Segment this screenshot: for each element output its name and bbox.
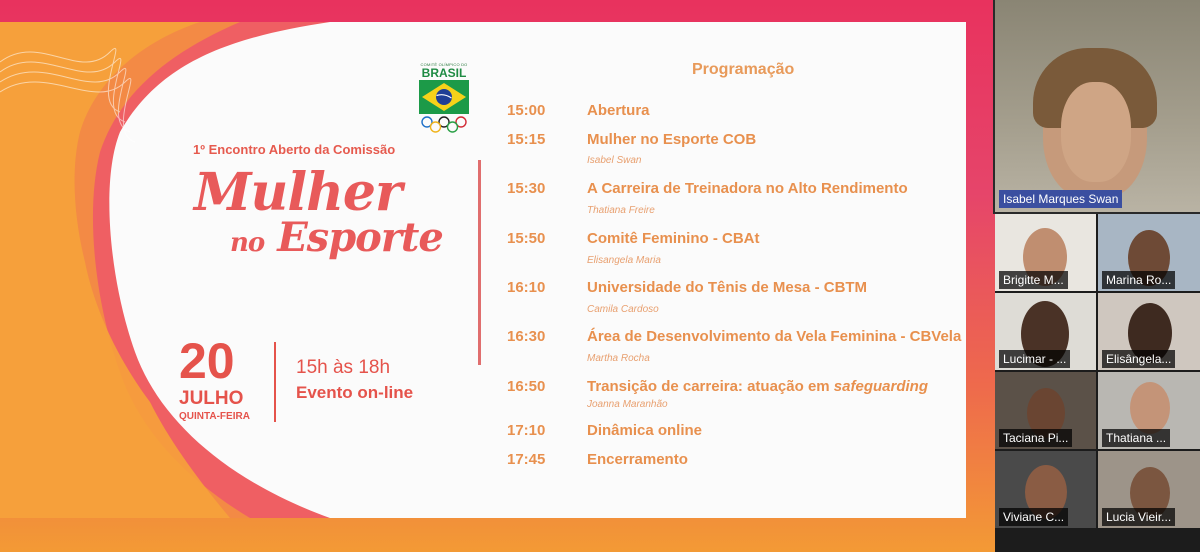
schedule-speaker: Elisangela Maria: [587, 255, 661, 266]
schedule-title: Mulher no Esporte COB: [587, 131, 757, 148]
event-title-prefix: no: [230, 228, 265, 258]
slide-card: [0, 22, 966, 518]
schedule-time: 17:10: [507, 422, 546, 439]
schedule-speaker: Martha Rocha: [587, 353, 650, 364]
event-online-label: Evento on-line: [296, 383, 414, 402]
participant-name: Thatiana ...: [1102, 429, 1170, 447]
schedule-time: 16:30: [507, 328, 546, 345]
schedule-time: 15:15: [507, 131, 546, 148]
participant-name: Lucimar - ...: [999, 350, 1070, 368]
participant-tile[interactable]: [1098, 214, 1200, 291]
schedule-speaker: Joanna Maranhão: [587, 399, 668, 410]
participant-name: Lucia Vieir...: [1102, 508, 1175, 526]
avatar: [1130, 382, 1170, 434]
schedule-title-text: Transição de carreira: atuação em: [587, 378, 834, 395]
participant-name: Marina Ro...: [1102, 271, 1175, 289]
participant-tile[interactable]: [995, 214, 1096, 291]
schedule-title: Dinâmica online: [587, 422, 703, 439]
brazil-flag-icon: [419, 80, 469, 114]
schedule-speaker: Isabel Swan: [587, 155, 642, 166]
participant-name: Elisângela...: [1102, 350, 1175, 368]
schedule-speaker: Thatiana Freire: [587, 205, 655, 216]
participant-tile[interactable]: [995, 293, 1096, 370]
participant-tile[interactable]: [1098, 372, 1200, 449]
schedule-title: Encerramento: [587, 451, 688, 468]
event-title-line2: [230, 214, 443, 261]
vertical-divider: [478, 160, 481, 365]
date-month: JULHO: [179, 388, 244, 409]
schedule-title: Universidade do Tênis de Mesa - CBTM: [587, 279, 868, 296]
avatar-face: [1061, 82, 1131, 182]
participant-name: Isabel Marques Swan: [999, 190, 1122, 208]
schedule-title: A Carreira de Treinadora no Alto Rendimento: [587, 180, 908, 197]
schedule-title: Comitê Feminino - CBAt: [587, 230, 760, 247]
schedule-speaker: Camila Cardoso: [587, 304, 659, 315]
participant-name: Brigitte M...: [999, 271, 1068, 289]
logo-caption: COMITÊ OLÍMPICO DO: [420, 62, 468, 67]
event-title-main: Esporte: [277, 214, 443, 261]
logo-word: BRASIL: [421, 66, 467, 80]
schedule-time: 15:00: [507, 102, 546, 119]
decorative-swoosh: [0, 22, 330, 518]
schedule-time: 17:45: [507, 451, 546, 468]
olympic-rings-icon: [419, 115, 469, 133]
schedule-title: Abertura: [587, 102, 650, 119]
schedule-time: 16:10: [507, 279, 546, 296]
participant-tile[interactable]: [1098, 293, 1200, 370]
participant-tile[interactable]: [1098, 451, 1200, 528]
date-weekday: QUINTA-FEIRA: [179, 411, 250, 422]
schedule-title: [587, 378, 928, 395]
date-day: 20: [179, 333, 235, 389]
event-subtitle: 1º Encontro Aberto da Comissão: [193, 142, 396, 157]
participant-name: Taciana Pi...: [999, 429, 1072, 447]
participant-tile[interactable]: [995, 451, 1096, 528]
cob-logo: [415, 62, 473, 138]
schedule-title-emphasis: safeguarding: [833, 378, 928, 395]
schedule-title: Área de Desenvolvimento da Vela Feminina - CBVela: [587, 328, 962, 345]
schedule-time: 15:30: [507, 180, 546, 197]
active-speaker-tile[interactable]: [995, 0, 1200, 212]
schedule-time: 15:50: [507, 230, 546, 247]
participant-tile[interactable]: [995, 372, 1096, 449]
participant-panel: [995, 0, 1200, 552]
event-time-range: 15h às 18h: [296, 357, 391, 378]
event-title-line1: Mulher: [194, 162, 402, 223]
date-separator: [274, 342, 276, 422]
schedule-time: 16:50: [507, 378, 546, 395]
participant-name: Viviane C...: [999, 508, 1068, 526]
program-heading: Programação: [692, 61, 795, 78]
